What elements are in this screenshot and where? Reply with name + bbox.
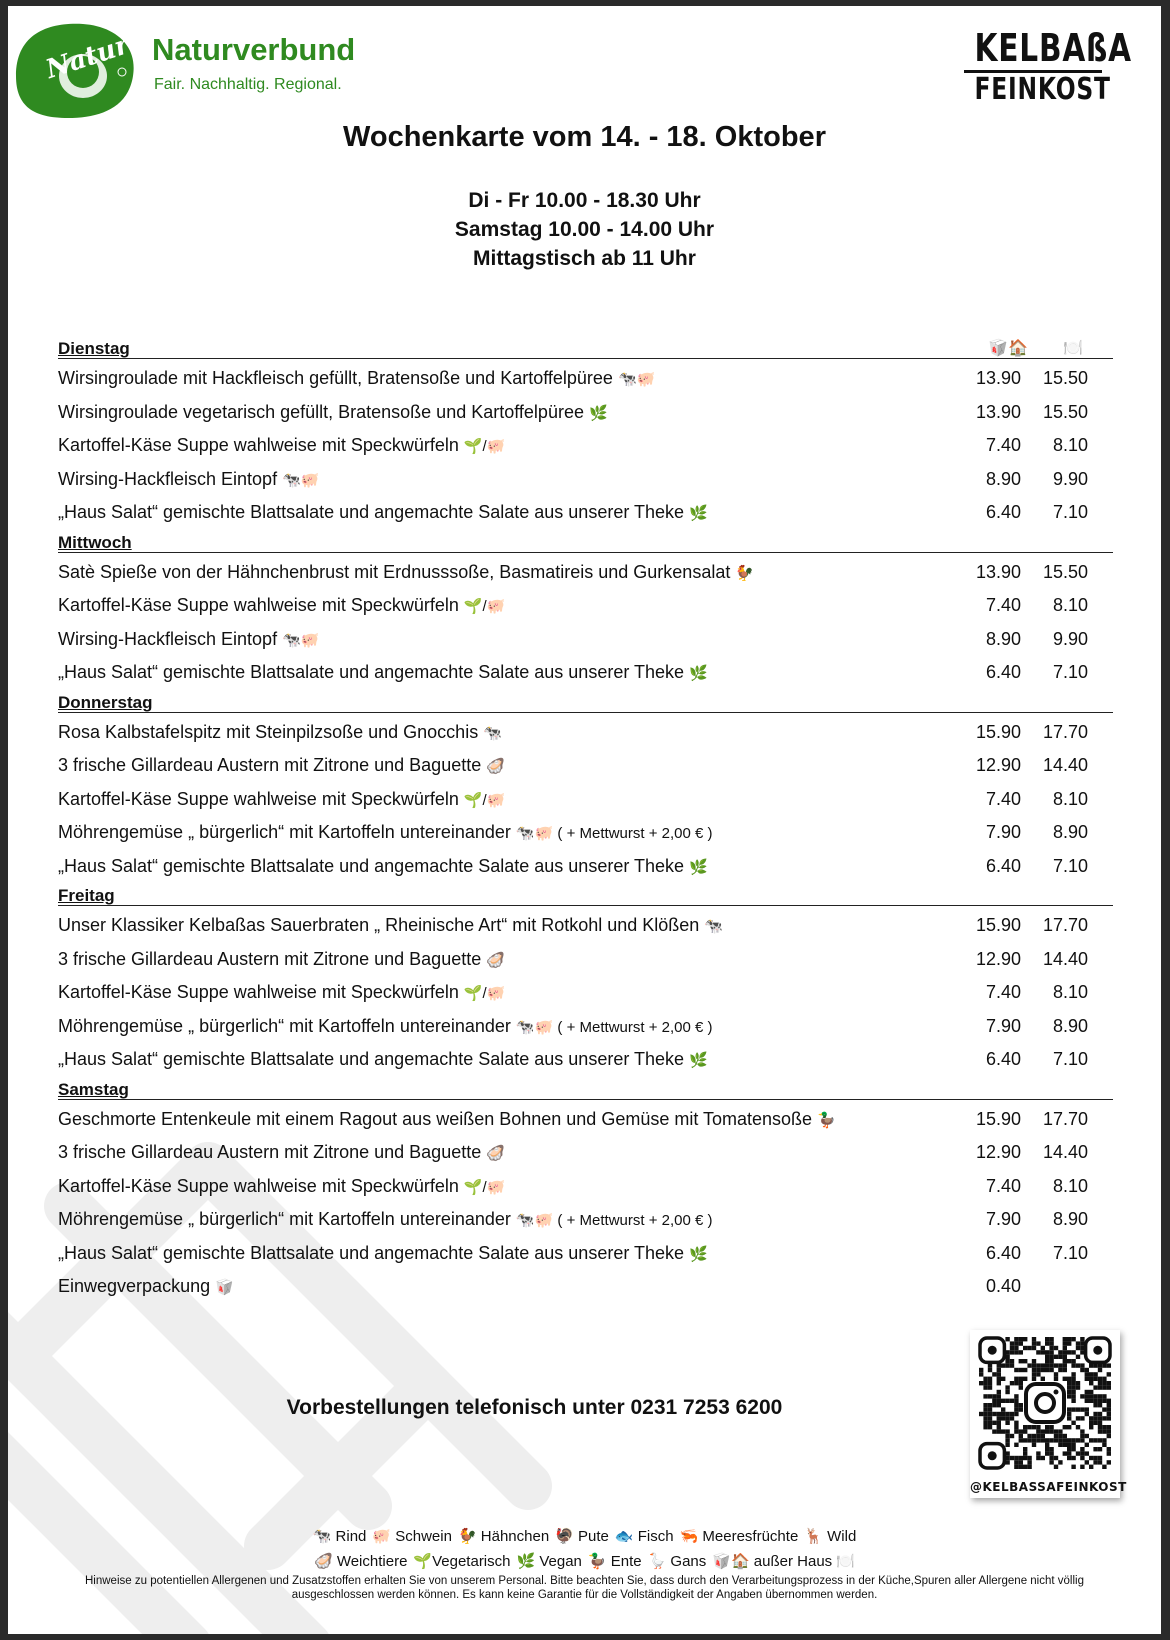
dish-type-icons: 🐄🐖	[617, 371, 656, 388]
brand-tagline: Fair. Nachhaltig. Regional.	[154, 76, 342, 93]
brand-name: Naturverbund	[152, 32, 356, 67]
dish-description	[58, 629, 319, 650]
dish-description	[58, 469, 319, 490]
menu-item	[58, 783, 1113, 817]
dish-description	[58, 595, 505, 616]
dish-type-icons: 🐄🐖 ( + Mettwurst + 2,00 € )	[515, 825, 713, 842]
dish-description	[58, 822, 713, 843]
price-takeaway: 12.90	[975, 755, 1021, 775]
dish-type-icons: 🦪	[486, 1145, 505, 1162]
dish-type-icons: 🌱/🐖	[463, 598, 506, 615]
dish-name: Möhrengemüse „ bürgerlich“ mit Kartoffeln untereinander	[58, 822, 511, 842]
menu-item	[58, 362, 1113, 396]
dish-description	[58, 982, 505, 1003]
price-takeaway: 6.40	[985, 502, 1021, 522]
dish-name: Wirsing-Hackfleisch Eintopf	[58, 468, 278, 489]
price-takeaway: 7.40	[985, 1175, 1021, 1196]
menu-item	[58, 463, 1113, 497]
dish-type-icons: 🌿	[689, 1245, 708, 1263]
price-takeaway: 7.40	[985, 435, 1021, 455]
opening-hours	[8, 186, 1161, 273]
day-name: Mittwoch	[58, 532, 132, 552]
price-dinein: 8.90	[1052, 1209, 1088, 1229]
legend-entry: 🪿 Gans	[647, 1553, 707, 1570]
price-dinein: 8.90	[1052, 1015, 1088, 1036]
dish-name: Kartoffel-Käse Suppe wahlweise mit Speckwürfeln	[58, 435, 459, 455]
price-takeaway: 15.90	[975, 1108, 1021, 1129]
dish-name: 3 frische Gillardeau Austern mit Zitrone und Baguette	[58, 1142, 482, 1162]
price-takeaway: 13.90	[975, 368, 1021, 388]
legend-entry: 🥡🏠 außer Haus 🍽️	[712, 1553, 856, 1570]
dish-name: Kartoffel-Käse Suppe wahlweise mit Speckwürfeln	[58, 1175, 459, 1196]
day-name: Dienstag	[58, 339, 130, 358]
dish-type-icons: 🌿	[689, 665, 708, 682]
dish-type-icons: 🦆	[817, 1111, 836, 1129]
dish-type-icons: 🌱/🐖	[463, 438, 506, 455]
price-dinein: 17.70	[1042, 915, 1088, 935]
legend-entry: 🐖 Schwein	[372, 1528, 452, 1545]
menu-item	[58, 556, 1113, 590]
legend-entry: 🦪 Weichtiere	[313, 1553, 408, 1570]
price-dinein: 8.10	[1052, 435, 1088, 455]
dish-name: 3 frische Gillardeau Austern mit Zitrone und Baguette	[58, 755, 482, 775]
dish-name: Satè Spieße von der Hähnchenbrust mit Erdnusssoße, Basmatireis und Gurkensalat	[58, 561, 731, 582]
menu-item	[58, 1010, 1113, 1044]
dish-description	[58, 402, 608, 423]
dish-description	[58, 435, 505, 456]
dish-type-icons: 🌿	[689, 1052, 708, 1069]
menu-item	[58, 429, 1113, 463]
price-takeaway: 13.90	[975, 561, 1021, 582]
day-header	[58, 690, 1113, 713]
menu-item	[58, 943, 1113, 977]
dish-type-icons: 🐓	[735, 564, 755, 582]
price-dinein: 15.50	[1042, 561, 1088, 582]
dish-name: 3 frische Gillardeau Austern mit Zitrone und Baguette	[58, 948, 482, 969]
dish-name: „Haus Salat“ gemischte Blattsalate und angemachte Salate aus unserer Theke	[58, 855, 685, 876]
menu-item	[58, 1203, 1113, 1237]
dish-name: „Haus Salat“ gemischte Blattsalate und angemachte Salate aus unserer Theke	[58, 662, 685, 682]
price-takeaway: 6.40	[985, 1049, 1021, 1069]
menu-item	[58, 1270, 1113, 1304]
dish-type-icons: 🌿	[689, 858, 708, 876]
price-takeaway: 7.40	[985, 595, 1021, 615]
dish-name: Wirsingroulade vegetarisch gefüllt, Bratensoße und Kartoffelpüree	[58, 401, 584, 422]
dish-description	[58, 755, 505, 776]
price-dinein: 9.90	[1052, 628, 1088, 649]
dish-name: Kartoffel-Käse Suppe wahlweise mit Speckwürfeln	[58, 788, 459, 809]
dish-type-icons: 🌱/🐖	[463, 791, 506, 809]
dish-description	[58, 1109, 836, 1130]
price-dinein: 9.90	[1052, 468, 1088, 489]
price-takeaway: 6.40	[985, 1242, 1021, 1263]
dish-type-icons: 🐄	[704, 918, 723, 935]
price-dinein: 14.40	[1042, 948, 1088, 969]
dish-description	[58, 722, 502, 743]
price-takeaway: 0.40	[985, 1276, 1021, 1296]
price-takeaway: 7.40	[985, 982, 1021, 1002]
legend-entry: 🦃 Pute	[555, 1528, 609, 1545]
menu-item	[58, 716, 1113, 750]
legend-entry: 🦌 Wild	[804, 1528, 857, 1545]
price-takeaway: 7.90	[985, 1209, 1021, 1229]
menu-item	[58, 496, 1113, 530]
allergen-disclaimer: Hinweise zu potentiellen Allergenen und Zusatzstoffen erhalten Sie von unserem Personal. Bitte beachten Sie, dass durch den Verarbeitungsprozess in der Küche,Spuren aller Allergene nicht völlig ausgeschlossen werden können. Es kann keine Garantie für die Vollständigkeit der Angaben übernommen werden.	[85, 1575, 1084, 1601]
price-dinein: 15.50	[1042, 368, 1088, 388]
dish-description	[58, 368, 655, 389]
day-header	[58, 530, 1113, 553]
naturverbund-logo	[8, 14, 408, 124]
natur-leaf-logo	[8, 14, 148, 124]
legend-entry: 🦆 Ente	[587, 1553, 642, 1570]
day-header	[58, 336, 1113, 359]
price-dinein: 8.10	[1052, 1175, 1088, 1196]
legend-entry: 🐟 Fisch	[614, 1528, 674, 1545]
dish-type-icons: 🌱/🐖	[463, 1178, 506, 1196]
dish-name: Geschmorte Entenkeule mit einem Ragout aus weißen Bohnen und Gemüse mit Tomatensoße	[58, 1108, 813, 1129]
dish-type-icons: 🌿	[588, 404, 608, 422]
menu-item	[58, 589, 1113, 623]
instagram-qr-code[interactable]	[970, 1330, 1127, 1498]
kelbassa-logo	[958, 26, 1132, 107]
dish-name: Kartoffel-Käse Suppe wahlweise mit Speckwürfeln	[58, 595, 459, 615]
day-name: Donnerstag	[58, 692, 153, 712]
menu-item	[58, 656, 1113, 690]
price-takeaway: 12.90	[975, 948, 1021, 969]
day-header	[58, 1077, 1113, 1100]
menu-item	[58, 1237, 1113, 1271]
feinkost-wordmark: FEINKOST	[974, 72, 1111, 107]
price-dinein: 14.40	[1042, 1142, 1088, 1162]
dish-type-icons: 🐄🐖 ( + Mettwurst + 2,00 € )	[515, 1018, 713, 1036]
dish-description	[58, 789, 505, 810]
dish-type-icons: 🌱/🐖	[463, 985, 506, 1002]
price-takeaway: 15.90	[975, 721, 1021, 742]
dish-description	[58, 915, 723, 936]
price-dinein: 14.40	[1042, 755, 1088, 775]
dish-name: Wirsing-Hackfleisch Eintopf	[58, 628, 278, 649]
menu-item	[58, 850, 1113, 884]
dish-type-icons: 🐄🐖	[282, 631, 320, 649]
menu-item	[58, 976, 1113, 1010]
price-takeaway: 7.40	[985, 788, 1021, 809]
price-dinein: 7.10	[1052, 1049, 1088, 1069]
price-dinein: 7.10	[1052, 662, 1088, 682]
day-name: Samstag	[58, 1079, 129, 1099]
price-dinein: 15.50	[1042, 401, 1088, 422]
menu-item	[58, 909, 1113, 943]
menu-list	[58, 336, 1113, 1304]
price-dinein: 7.10	[1052, 855, 1088, 876]
menu-item	[58, 749, 1113, 783]
instagram-icon	[1026, 1384, 1064, 1422]
price-dinein: 8.10	[1052, 788, 1088, 809]
page-title: Wochenkarte vom 14. - 18. Oktober	[343, 121, 826, 153]
dish-name: Möhrengemüse „ bürgerlich“ mit Kartoffeln untereinander	[58, 1015, 511, 1036]
dish-name: Möhrengemüse „ bürgerlich“ mit Kartoffeln untereinander	[58, 1209, 511, 1229]
dish-description	[58, 1049, 708, 1070]
dish-type-icons: 🐄🐖	[282, 471, 320, 489]
price-dinein: 17.70	[1042, 721, 1088, 742]
menu-item	[58, 1043, 1113, 1077]
dish-description	[58, 1276, 234, 1297]
price-dinein: 7.10	[1052, 1242, 1088, 1263]
price-dinein: 8.90	[1052, 822, 1088, 842]
menu-item	[58, 623, 1113, 657]
price-takeaway: 13.90	[975, 401, 1021, 422]
dish-type-icons: 🦪	[486, 951, 505, 969]
dish-type-icons: 🌿	[689, 505, 708, 522]
dish-description	[58, 1142, 505, 1163]
dish-name: Kartoffel-Käse Suppe wahlweise mit Speckwürfeln	[58, 982, 459, 1002]
day-name: Freitag	[58, 886, 115, 905]
menu-item	[58, 816, 1113, 850]
price-takeaway: 15.90	[975, 915, 1021, 935]
legend-entry: 🦐 Meeresfrüchte	[679, 1528, 799, 1545]
dish-type-icons: 🐄	[483, 724, 502, 742]
dish-name: Rosa Kalbstafelspitz mit Steinpilzsoße und Gnocchis	[58, 721, 479, 742]
dish-name: Unser Klassiker Kelbaßas Sauerbraten „ Rheinische Art“ mit Rotkohl und Klößen	[58, 915, 700, 935]
dish-description	[58, 502, 708, 523]
dish-name: Wirsingroulade mit Hackfleisch gefüllt, Bratensoße und Kartoffelpüree	[58, 368, 613, 388]
dish-description	[58, 662, 708, 683]
hours-saturday: Samstag 10.00 - 14.00 Uhr	[454, 218, 715, 241]
dish-description	[58, 856, 708, 877]
price-dinein: 8.10	[1052, 595, 1088, 615]
dish-name: „Haus Salat“ gemischte Blattsalate und angemachte Salate aus unserer Theke	[58, 1049, 685, 1069]
dish-name: „Haus Salat“ gemischte Blattsalate und angemachte Salate aus unserer Theke	[58, 502, 685, 522]
dish-name: „Haus Salat“ gemischte Blattsalate und angemachte Salate aus unserer Theke	[58, 1242, 685, 1263]
legend-entry: 🐓 Hähnchen	[457, 1528, 550, 1545]
legend-entry: 🌱Vegetarisch	[413, 1553, 511, 1570]
kelbassa-wordmark: KELBAßA	[974, 26, 1132, 70]
legend-line-1	[8, 1527, 1161, 1545]
day-header	[58, 883, 1113, 906]
hours-lunch: Mittagstisch ab 11 Uhr	[473, 247, 696, 270]
price-takeaway: 7.90	[985, 1015, 1021, 1036]
price-dinein: 8.10	[1052, 982, 1088, 1002]
price-takeaway: 8.90	[985, 628, 1021, 649]
menu-item	[58, 1136, 1113, 1170]
menu-page	[8, 6, 1161, 1634]
menu-item	[58, 1170, 1113, 1204]
menu-item	[58, 1103, 1113, 1137]
legend-entry: 🐄 Rind	[312, 1528, 367, 1545]
menu-item	[58, 396, 1113, 430]
price-dinein: 17.70	[1042, 1108, 1088, 1129]
legend-line-2	[8, 1552, 1161, 1570]
preorder-text: Vorbestellungen telefonisch unter 0231 7253 6200	[286, 1396, 783, 1419]
legend-entry: 🌿 Vegan	[516, 1553, 582, 1570]
price-takeaway: 6.40	[985, 662, 1021, 682]
hours-weekdays: Di - Fr 10.00 - 18.30 Uhr	[468, 189, 701, 212]
price-takeaway: 6.40	[985, 855, 1021, 876]
dish-description	[58, 949, 505, 970]
price-takeaway: 8.90	[985, 468, 1021, 489]
dish-type-icons: 🦪	[486, 758, 505, 775]
instagram-handle: @KELBASSAFEINKOST	[970, 1480, 1127, 1494]
dish-description	[58, 1209, 713, 1230]
logo-wordmark: Natur	[42, 30, 133, 86]
price-takeaway: 12.90	[975, 1142, 1021, 1162]
dish-description	[58, 1243, 708, 1264]
dish-description	[58, 562, 754, 583]
dinein-column-icon: 🍽️	[1063, 340, 1083, 357]
takeaway-column-icon: 🥡🏠	[988, 340, 1028, 357]
qr-pattern	[970, 1330, 1120, 1475]
price-dinein: 7.10	[1052, 502, 1088, 522]
dish-name: Einwegverpackung	[58, 1276, 211, 1296]
price-takeaway: 7.90	[985, 822, 1021, 842]
dish-description	[58, 1176, 505, 1197]
dish-type-icons: 🥡	[215, 1279, 234, 1296]
dish-description	[58, 1016, 713, 1037]
dish-type-icons: 🐄🐖 ( + Mettwurst + 2,00 € )	[515, 1212, 713, 1229]
